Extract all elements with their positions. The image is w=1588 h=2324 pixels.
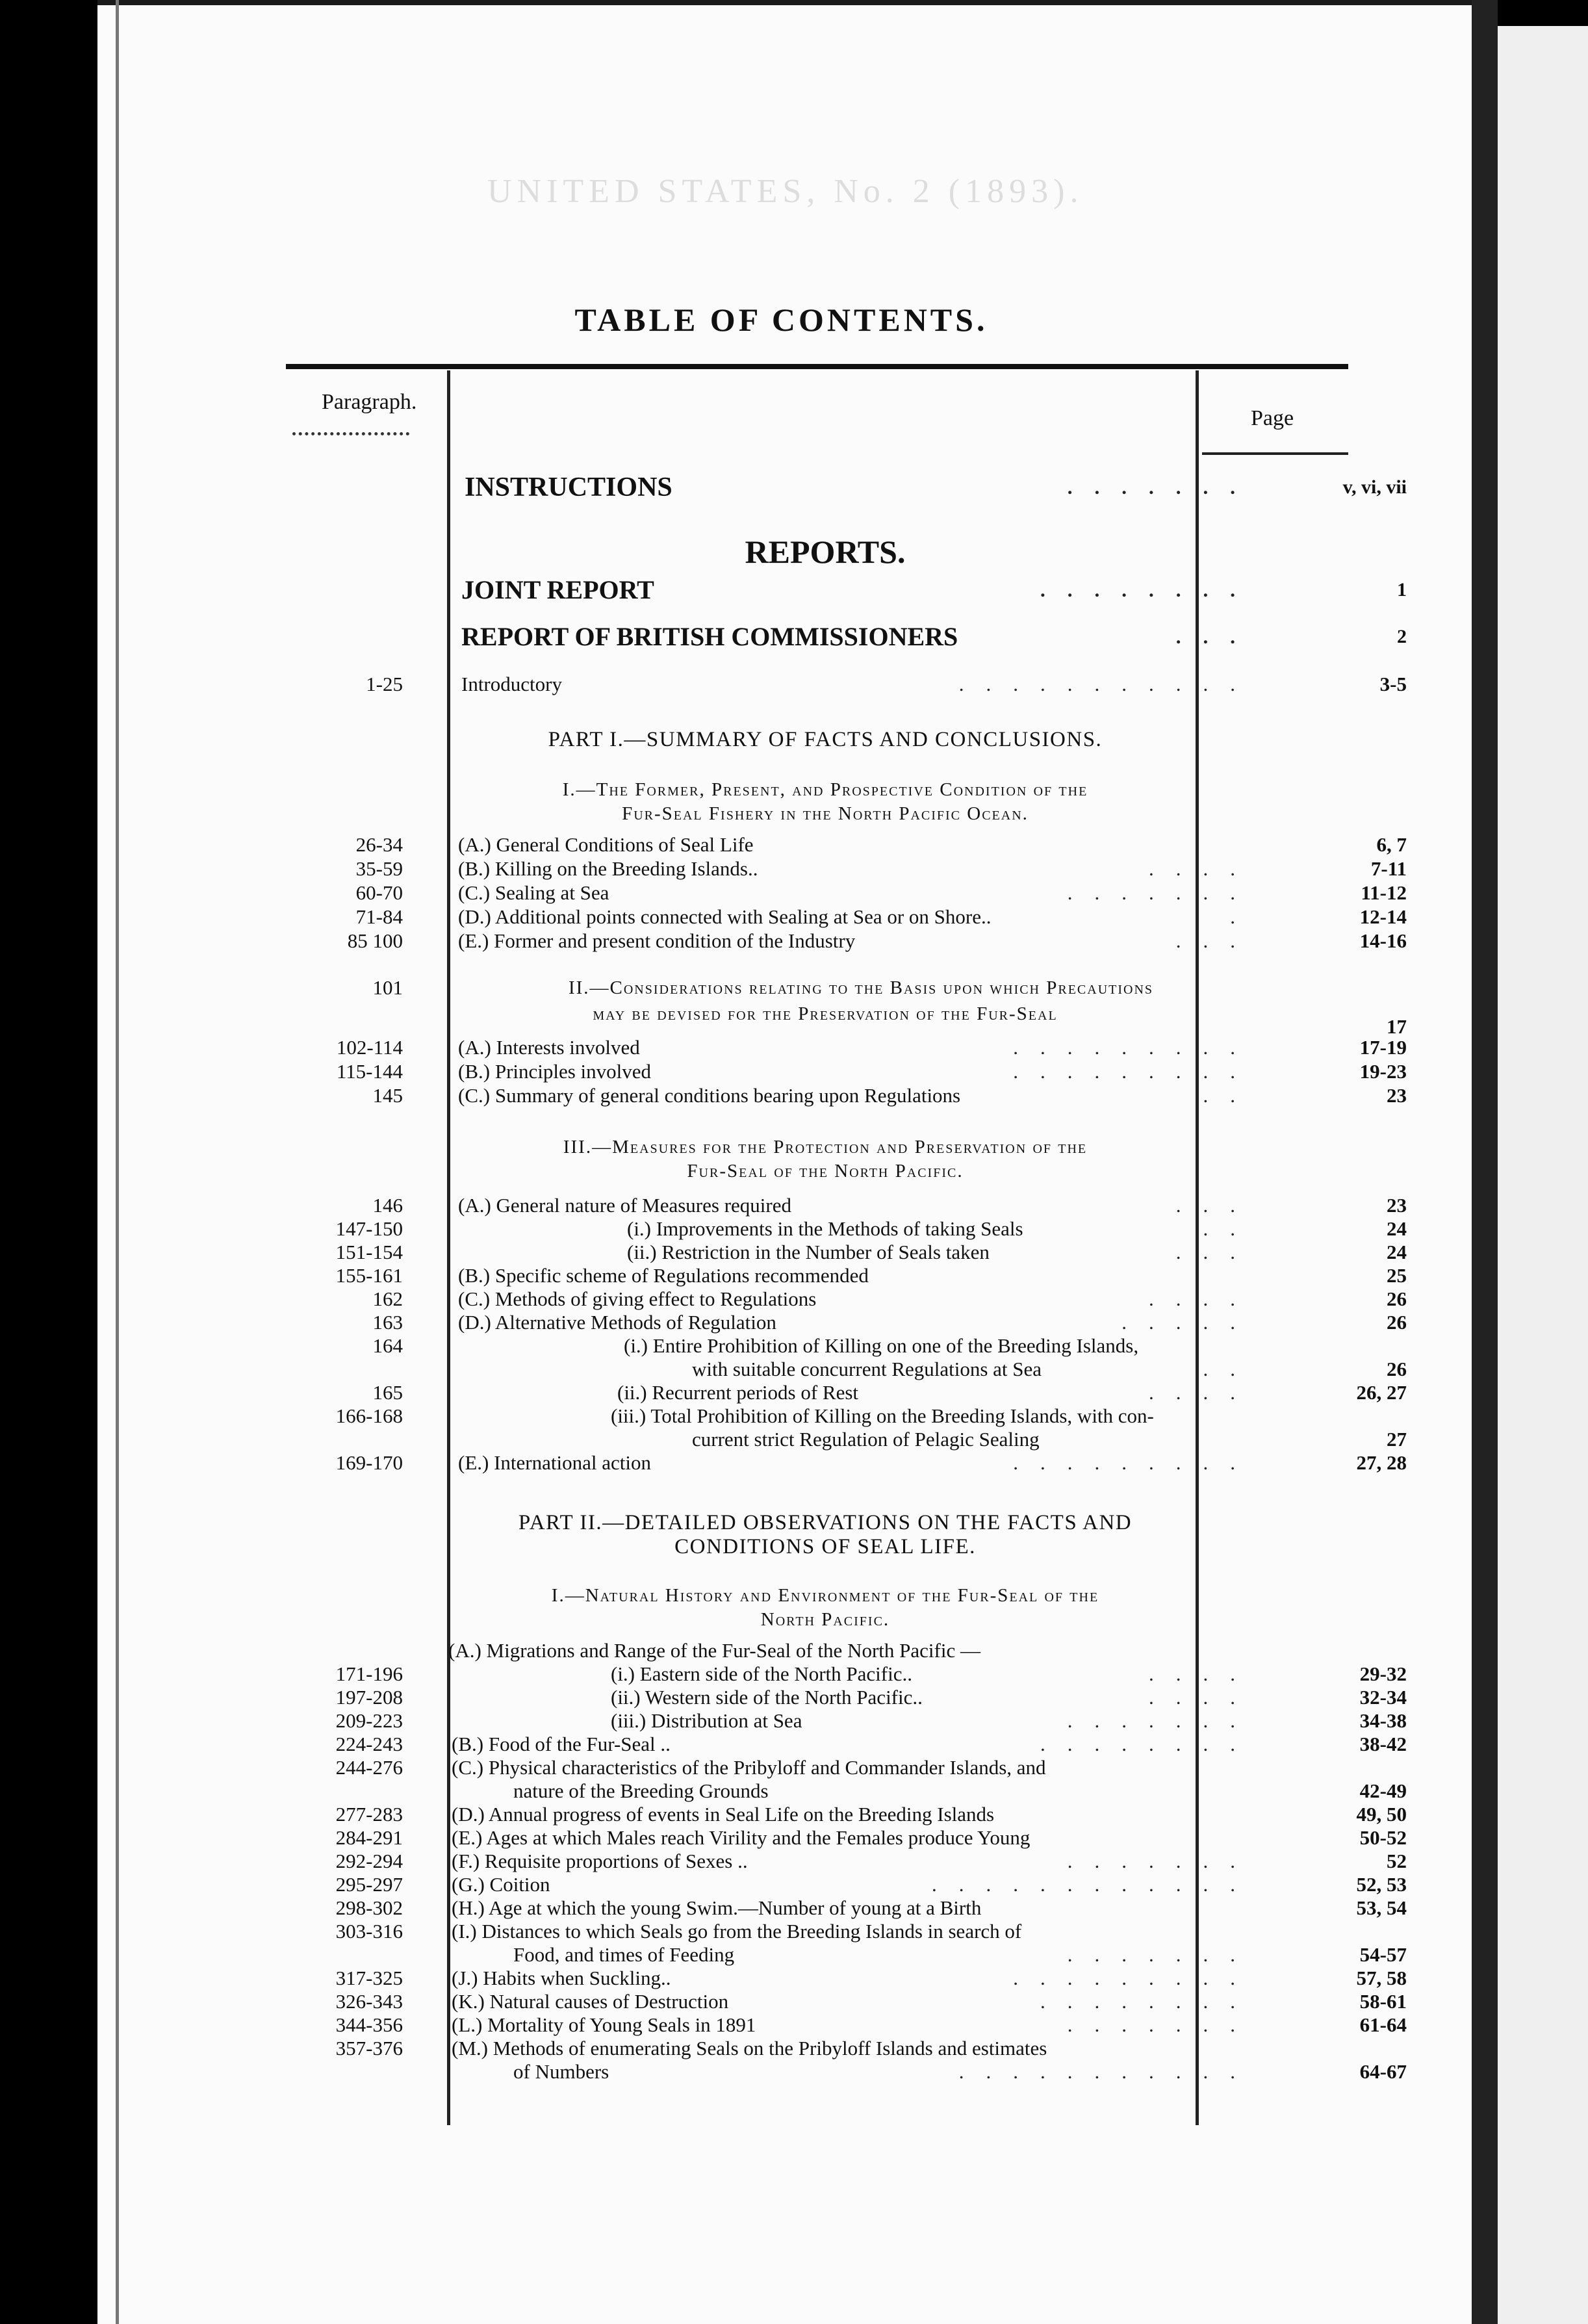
leader-dots: .. xyxy=(1203,1084,1257,1107)
part-1-section-2-heading-line-1: II.—Considerations relating to the Basis upon which Precautions xyxy=(568,977,1154,998)
entry-title: with suitable concurrent Regulations at Sea xyxy=(692,1358,1042,1380)
entry-title: (A.) General Conditions of Seal Life xyxy=(458,833,754,856)
entry-page: 26, 27 xyxy=(1356,1381,1407,1404)
part-1-heading: PART I.—SUMMARY OF FACTS AND CONCLUSIONS. xyxy=(548,728,1103,751)
toc-entry xyxy=(97,1848,1472,1874)
entry-title: (D.) Alternative Methods of Regulation xyxy=(458,1311,776,1334)
entry-title: (C.) Methods of giving effect to Regulations xyxy=(458,1287,817,1310)
entry-page: 54-57 xyxy=(1359,1943,1407,1966)
leader-dots: ..... xyxy=(1121,1311,1257,1334)
entry-page: 7-11 xyxy=(1370,857,1407,880)
entry-page: 1 xyxy=(1397,579,1407,600)
entry-page: 19-23 xyxy=(1359,1060,1407,1083)
leader-dots: ......... xyxy=(1013,1451,1257,1474)
leader-dots: ....... xyxy=(1067,1709,1257,1732)
entry-paragraph: 115-144 xyxy=(336,1060,403,1083)
toc-entry xyxy=(97,832,1472,858)
leader-dots: ............ xyxy=(932,1873,1257,1896)
entry-paragraph: 295-297 xyxy=(335,1873,403,1896)
entry-page: 61-64 xyxy=(1359,2013,1407,2036)
entry-paragraph: 145 xyxy=(372,1084,403,1107)
entry-paragraph: 60-70 xyxy=(355,881,403,904)
entry-paragraph: 171-196 xyxy=(335,1662,403,1685)
entry-title: (A.) General nature of Measures required xyxy=(458,1194,791,1217)
leader-dots: .... xyxy=(1149,1686,1257,1709)
entry-page: 58-61 xyxy=(1359,1990,1407,2013)
leader-dots: .. xyxy=(1203,1217,1257,1240)
entry-page: 24 xyxy=(1387,1241,1407,1263)
paragraph-column-header: Paragraph. xyxy=(322,390,417,414)
entry-title: (E.) Former and present condition of the Industry xyxy=(458,929,856,952)
entry-title: (i.) Eastern side of the North Pacific.. xyxy=(611,1662,912,1685)
entry-paragraph: 71-84 xyxy=(355,905,403,928)
leader-dots: . xyxy=(1230,905,1257,928)
toc-entry xyxy=(97,1895,1472,1921)
entry-paragraph: 277-283 xyxy=(335,1803,403,1826)
entry-paragraph: 165 xyxy=(372,1381,403,1404)
entry-paragraph: 284-291 xyxy=(335,1826,403,1849)
toc-entry xyxy=(97,1216,1472,1242)
entry-page: 32-34 xyxy=(1359,1686,1407,1709)
entry-paragraph: 244-276 xyxy=(335,1756,403,1779)
entry-title: (i.) Improvements in the Methods of taking Seals xyxy=(627,1217,1023,1240)
toc-entry xyxy=(97,1942,1472,1968)
entry-title: of Numbers xyxy=(513,2060,609,2083)
toc-entry xyxy=(97,1310,1472,1336)
leader-dots: .... xyxy=(1149,1287,1257,1310)
entry-page: 64-67 xyxy=(1359,2060,1407,2083)
toc-entry xyxy=(97,2059,1472,2085)
entry-page: 50-52 xyxy=(1359,1826,1407,1849)
entry-title: (M.) Methods of enumerating Seals on the Pribyloff Islands and estimates xyxy=(452,2037,1047,2059)
leader-dots: ... xyxy=(1175,625,1257,648)
toc-entry xyxy=(97,1989,1472,2015)
entry-page: 57, 58 xyxy=(1356,1967,1407,1989)
entry-title: (ii.) Recurrent periods of Rest xyxy=(617,1381,859,1404)
entry-paragraph: 164 xyxy=(372,1334,403,1357)
leader-dots: ... xyxy=(1175,1241,1257,1263)
entry-paragraph: 298-302 xyxy=(335,1896,403,1919)
toc-entry xyxy=(97,1801,1472,1827)
entry-title: (D.) Additional points connected with Sealing at Sea or on Shore.. xyxy=(458,905,992,928)
entry-paragraph: 1-25 xyxy=(366,673,403,695)
adjacent-page-edge xyxy=(1498,26,1588,2324)
entry-title: INSTRUCTIONS xyxy=(465,472,672,502)
entry-paragraph: 224-243 xyxy=(335,1733,403,1755)
toc-entry xyxy=(97,1083,1472,1109)
entry-paragraph: 146 xyxy=(372,1194,403,1217)
entry-paragraph: 101 xyxy=(372,976,403,999)
leader-dots: .... xyxy=(1149,857,1257,880)
leader-dots: ........ xyxy=(1040,1990,1257,2013)
entry-page: 52 xyxy=(1387,1850,1407,1872)
part-1-section-1-heading-line-2: Fur-Seal Fishery in the North Pacific Ocean. xyxy=(622,803,1029,824)
entry-paragraph: 35-59 xyxy=(355,857,403,880)
entry-paragraph: 303-316 xyxy=(335,1920,403,1943)
part-1-section-3-heading-line-2: Fur-Seal of the North Pacific. xyxy=(687,1161,964,1181)
leader-dots: ... xyxy=(1175,1194,1257,1217)
toc-entry xyxy=(97,577,1472,603)
entry-title: (F.) Requisite proportions of Sexes .. xyxy=(452,1850,748,1872)
entry-title: (B.) Killing on the Breeding Islands.. xyxy=(458,857,758,880)
leader-dots: ....... xyxy=(1067,881,1257,904)
toc-entry xyxy=(97,1872,1472,1898)
entry-title: (K.) Natural causes of Destruction xyxy=(452,1990,729,2013)
entry-title: (C.) Summary of general conditions bearing upon Regulations xyxy=(458,1084,961,1107)
toc-entry xyxy=(97,2035,1472,2061)
header-dotted-rule xyxy=(292,432,409,435)
entry-page: 17 xyxy=(1387,1015,1407,1038)
entry-paragraph: 317-325 xyxy=(335,1967,403,1989)
entry-title: (ii.) Restriction in the Number of Seals taken xyxy=(627,1241,990,1263)
entry-title: (J.) Habits when Suckling.. xyxy=(452,1967,671,1989)
part-1-section-3-heading-line-1: III.—Measures for the Protection and Preservation of the xyxy=(563,1137,1088,1157)
leader-dots: ....... xyxy=(1067,476,1257,498)
entry-paragraph: 292-294 xyxy=(335,1850,403,1872)
entry-paragraph: 357-376 xyxy=(335,2037,403,2059)
entry-paragraph: 197-208 xyxy=(335,1686,403,1709)
entry-page: 49, 50 xyxy=(1356,1803,1407,1826)
toc-entry xyxy=(97,1731,1472,1757)
entry-title: (E.) Ages at which Males reach Virility and the Females produce Young xyxy=(452,1826,1031,1849)
leader-dots: ......... xyxy=(1013,1060,1257,1083)
entry-page: 14-16 xyxy=(1359,929,1407,952)
toc-entry xyxy=(97,856,1472,882)
entry-title: (H.) Age at which the young Swim.—Number of young at a Birth xyxy=(452,1896,982,1919)
part-2-section-1-heading-line-1: I.—Natural History and Environment of the Fur-Seal of the xyxy=(551,1585,1099,1606)
entry-title: (B.) Specific scheme of Regulations recommended xyxy=(458,1264,869,1287)
entry-title: (D.) Annual progress of events in Seal Life on the Breeding Islands xyxy=(452,1803,995,1826)
entry-title: (G.) Coition xyxy=(452,1873,550,1896)
entry-paragraph: 147-150 xyxy=(335,1217,403,1240)
toc-entry xyxy=(97,1778,1472,1804)
toc-entry xyxy=(97,1193,1472,1219)
entry-page: 26 xyxy=(1387,1311,1407,1334)
entry-title: Introductory xyxy=(461,673,562,695)
entry-page: 34-38 xyxy=(1359,1709,1407,1732)
entry-title: (E.) International action xyxy=(458,1451,651,1474)
leader-dots: ........ xyxy=(1040,1733,1257,1755)
part-1-section-1-heading-line-1: I.—The Former, Present, and Prospective Condition of the xyxy=(562,779,1088,800)
leader-dots: ... xyxy=(1175,929,1257,952)
leader-dots: .... xyxy=(1149,1662,1257,1685)
entry-title: JOINT REPORT xyxy=(461,575,654,604)
entry-page: 23 xyxy=(1387,1084,1407,1107)
entry-paragraph: 151-154 xyxy=(335,1241,403,1263)
leader-dots: ........ xyxy=(1040,578,1257,601)
toc-entry xyxy=(97,1965,1472,1991)
toc-entry xyxy=(97,1286,1472,1312)
part-2-heading-line-2: CONDITIONS OF SEAL LIFE. xyxy=(674,1535,976,1558)
entry-title: (B.) Principles involved xyxy=(458,1060,652,1083)
entry-title: current strict Regulation of Pelagic Sealing xyxy=(692,1428,1040,1451)
entry-page: 23 xyxy=(1387,1194,1407,1217)
entry-paragraph: 326-343 xyxy=(335,1990,403,2013)
entry-page: 6, 7 xyxy=(1376,833,1407,856)
leader-dots: ....... xyxy=(1067,1943,1257,1966)
entry-paragraph: 344-356 xyxy=(335,2013,403,2036)
leader-dots: ........... xyxy=(958,673,1257,695)
leader-dots: ......... xyxy=(1013,1036,1257,1059)
leader-dots: .. xyxy=(1203,1358,1257,1380)
entry-title: (A.) Interests involved xyxy=(458,1036,640,1059)
scan-gutter xyxy=(1472,0,1498,2324)
page-column-header: Page xyxy=(1251,406,1294,430)
entry-paragraph: 163 xyxy=(372,1311,403,1334)
page-title: TABLE OF CONTENTS. xyxy=(574,302,988,338)
header-rule-page xyxy=(1202,452,1348,455)
toc-entry xyxy=(97,1356,1472,1382)
entry-title: (C.) Sealing at Sea xyxy=(458,881,609,904)
entry-page: 3-5 xyxy=(1379,673,1407,695)
entry-paragraph: 169-170 xyxy=(335,1451,403,1474)
entry-title: (iii.) Total Prohibition of Killing on the Breeding Islands, with con- xyxy=(611,1404,1154,1427)
toc-entry xyxy=(97,1333,1472,1359)
toc-entry xyxy=(97,1450,1472,1476)
entry-page: 42-49 xyxy=(1359,1779,1407,1802)
entry-page: 2 xyxy=(1397,626,1407,647)
toc-entry xyxy=(97,1427,1472,1452)
part-2-section-1-heading-line-2: North Pacific. xyxy=(760,1609,890,1630)
entry-page: 17-19 xyxy=(1359,1036,1407,1059)
entry-title: (C.) Physical characteristics of the Pribyloff and Commander Islands, and xyxy=(452,1756,1046,1779)
entry-title: (L.) Mortality of Young Seals in 1891 xyxy=(452,2013,756,2036)
document-page xyxy=(97,0,1472,2324)
toc-entry xyxy=(97,880,1472,906)
reports-heading: REPORTS. xyxy=(745,534,906,570)
entry-title: (B.) Food of the Fur-Seal .. xyxy=(452,1733,671,1755)
part-1-section-2-heading-line-2: may be devised for the Preservation of the Fur-Seal xyxy=(593,1003,1058,1024)
entry-page: 29-32 xyxy=(1359,1662,1407,1685)
entry-page: 27, 28 xyxy=(1356,1451,1407,1474)
entry-title: (ii.) Western side of the North Pacific.. xyxy=(611,1686,923,1709)
table-top-rule xyxy=(286,364,1348,369)
entry-paragraph: 85 100 xyxy=(347,929,403,952)
entry-paragraph: 26-34 xyxy=(355,833,403,856)
entry-page: v, vi, vii xyxy=(1342,476,1407,498)
toc-entry xyxy=(97,1263,1472,1289)
toc-entry xyxy=(97,671,1472,697)
entry-title: Food, and times of Feeding xyxy=(513,1943,735,1966)
entry-title: (i.) Entire Prohibition of Killing on one of the Breeding Islands, xyxy=(624,1334,1139,1357)
leader-dots: ....... xyxy=(1067,2013,1257,2036)
toc-entry xyxy=(97,2012,1472,2038)
entry-title: REPORT OF BRITISH COMMISSIONERS xyxy=(461,622,958,651)
entry-paragraph: 209-223 xyxy=(335,1709,403,1732)
top-edge xyxy=(97,0,1472,5)
entry-page: 26 xyxy=(1387,1287,1407,1310)
toc-entry xyxy=(97,1661,1472,1687)
entry-page: 25 xyxy=(1387,1264,1407,1287)
toc-entry xyxy=(97,1403,1472,1429)
entry-page: 27 xyxy=(1387,1428,1407,1451)
toc-entry xyxy=(97,928,1472,954)
entry-page: 53, 54 xyxy=(1356,1896,1407,1919)
toc-entry xyxy=(97,1638,1472,1664)
toc-entry xyxy=(97,1755,1472,1781)
entry-page: 11-12 xyxy=(1361,881,1407,904)
entry-paragraph: 162 xyxy=(372,1287,403,1310)
leader-dots: ....... xyxy=(1067,1850,1257,1872)
leader-dots: ......... xyxy=(1013,1967,1257,1989)
toc-entry xyxy=(97,1035,1472,1061)
part-2-heading-line-1: PART II.—DETAILED OBSERVATIONS ON THE FACTS AND xyxy=(518,1511,1133,1534)
toc-entry xyxy=(97,1239,1472,1265)
toc-entry xyxy=(97,1685,1472,1711)
entry-page: 12-14 xyxy=(1359,905,1407,928)
toc-entry xyxy=(97,624,1472,650)
entry-page: 24 xyxy=(1387,1217,1407,1240)
toc-entry xyxy=(97,474,1472,500)
entry-page: 26 xyxy=(1387,1358,1407,1380)
toc-entry xyxy=(97,1708,1472,1734)
entry-page: 52, 53 xyxy=(1356,1873,1407,1896)
entry-title: (A.) Migrations and Range of the Fur-Seal of the North Pacific — xyxy=(448,1639,980,1662)
toc-entry xyxy=(97,1059,1472,1085)
entry-paragraph: 102-114 xyxy=(336,1036,403,1059)
entry-paragraph: 155-161 xyxy=(335,1264,403,1287)
entry-paragraph: 166-168 xyxy=(335,1404,403,1427)
entry-title: (I.) Distances to which Seals go from the Breeding Islands in search of xyxy=(452,1920,1022,1943)
entry-title: (iii.) Distribution at Sea xyxy=(611,1709,802,1732)
toc-entry xyxy=(97,1380,1472,1406)
entry-page: 38-42 xyxy=(1359,1733,1407,1755)
toc-entry xyxy=(97,1918,1472,1944)
entry-title: nature of the Breeding Grounds xyxy=(513,1779,769,1802)
leader-dots: ........... xyxy=(958,2060,1257,2083)
toc-entry xyxy=(97,904,1472,930)
bleed-through-text: UNITED STATES, No. 2 (1893). xyxy=(487,173,1084,210)
leader-dots: .... xyxy=(1149,1381,1257,1404)
toc-entry xyxy=(97,1825,1472,1851)
